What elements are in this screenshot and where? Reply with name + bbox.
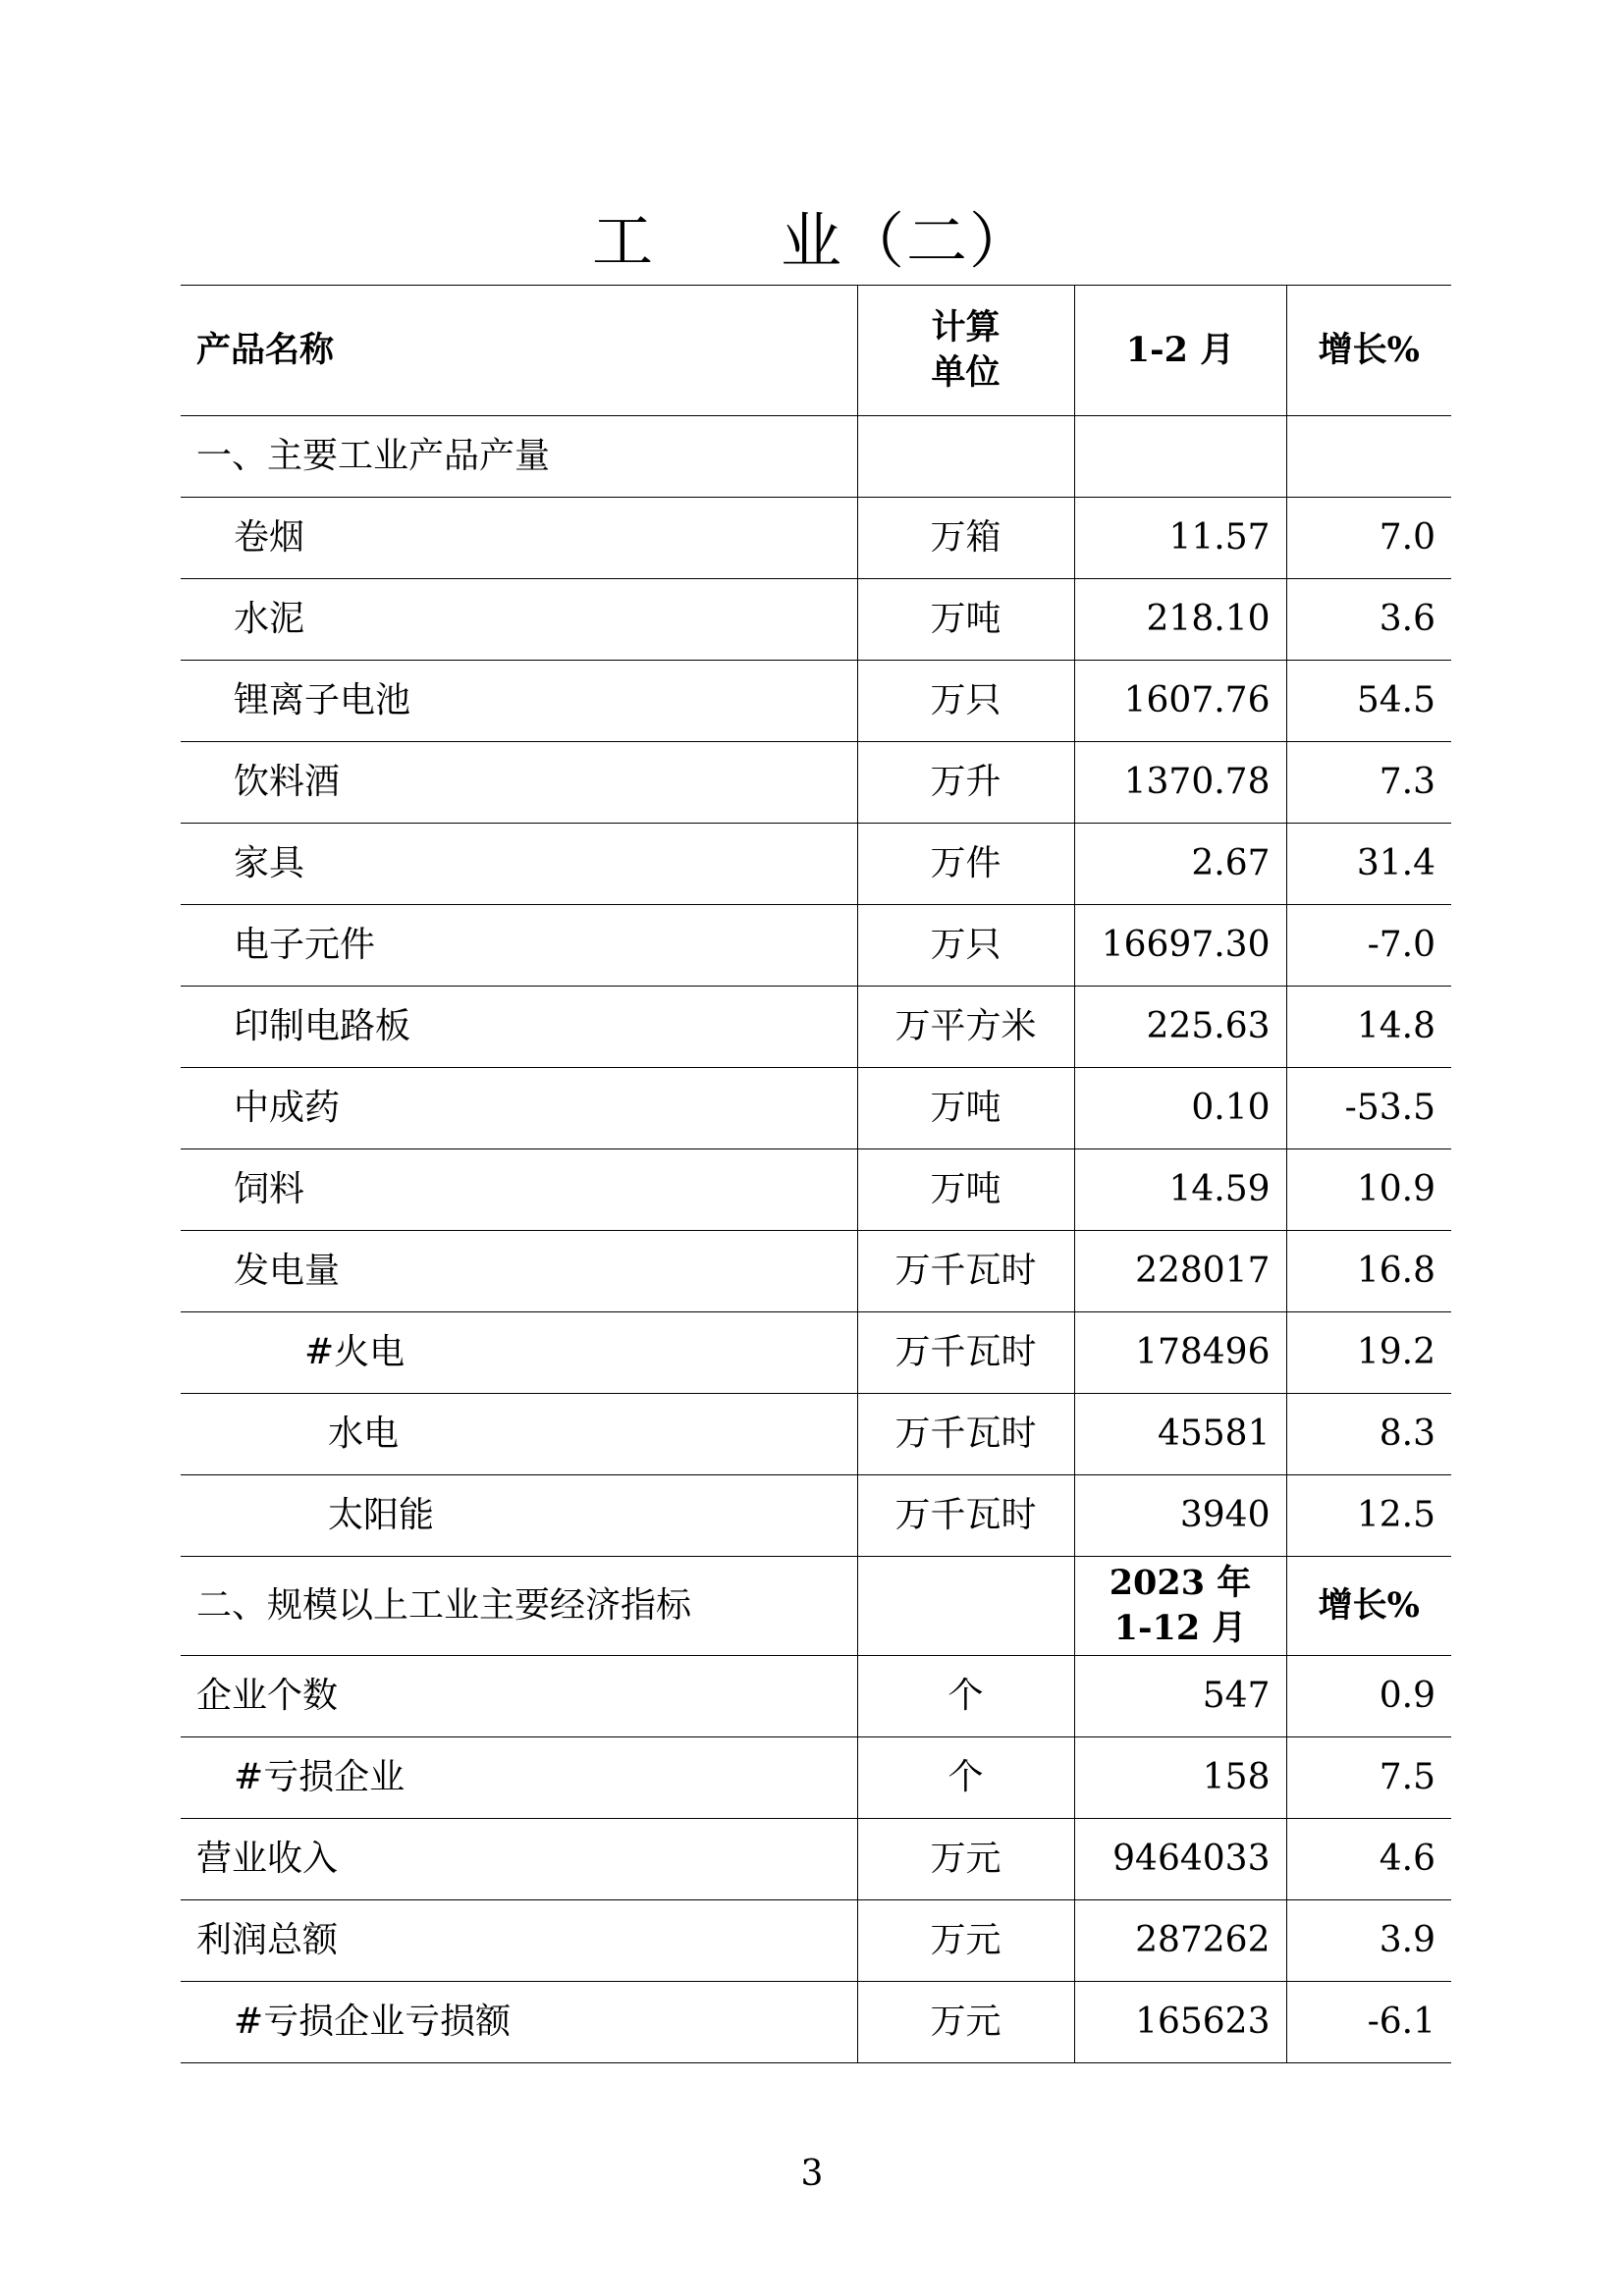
row-name: 水电 xyxy=(181,1394,857,1475)
row-name: #火电 xyxy=(181,1312,857,1394)
header-period: 1-2 月 xyxy=(1074,286,1286,416)
section2-header-row xyxy=(181,1557,1451,1656)
row-unit: 万千瓦时 xyxy=(857,1231,1074,1312)
table-row xyxy=(181,661,1451,742)
table-row xyxy=(181,579,1451,661)
row-name: 利润总额 xyxy=(181,1900,857,1982)
row-name: 水泥 xyxy=(181,579,857,661)
row-growth: 14.8 xyxy=(1286,987,1451,1068)
row-growth: 31.4 xyxy=(1286,824,1451,905)
header-growth: 增长% xyxy=(1286,286,1451,416)
row-unit: 万升 xyxy=(857,742,1074,824)
row-value: 287262 xyxy=(1074,1900,1286,1982)
row-value: 218.10 xyxy=(1074,579,1286,661)
row-value: 2.67 xyxy=(1074,824,1286,905)
row-name: 营业收入 xyxy=(181,1819,857,1900)
table-row xyxy=(181,498,1451,579)
table-row xyxy=(181,742,1451,824)
section1-title: 一、主要工业产品产量 xyxy=(181,416,857,498)
header-product-name: 产品名称 xyxy=(181,286,857,416)
row-growth: 54.5 xyxy=(1286,661,1451,742)
table-row xyxy=(181,1737,1451,1819)
row-growth: 3.6 xyxy=(1286,579,1451,661)
table-row xyxy=(181,1900,1451,1982)
row-growth: 16.8 xyxy=(1286,1231,1451,1312)
row-unit: 万平方米 xyxy=(857,987,1074,1068)
row-name: 电子元件 xyxy=(181,905,857,987)
row-growth: 4.6 xyxy=(1286,1819,1451,1900)
row-growth: 8.3 xyxy=(1286,1394,1451,1475)
row-growth: 0.9 xyxy=(1286,1656,1451,1737)
row-value: 16697.30 xyxy=(1074,905,1286,987)
table-row xyxy=(181,824,1451,905)
table-row xyxy=(181,1819,1451,1900)
row-growth: 19.2 xyxy=(1286,1312,1451,1394)
row-name: 发电量 xyxy=(181,1231,857,1312)
section2-period xyxy=(1074,1557,1286,1656)
table-row xyxy=(181,1475,1451,1557)
page-number: 3 xyxy=(800,2154,824,2194)
row-unit: 万元 xyxy=(857,1819,1074,1900)
row-name: 太阳能 xyxy=(181,1475,857,1557)
row-unit: 个 xyxy=(857,1656,1074,1737)
row-value: 45581 xyxy=(1074,1394,1286,1475)
industry-stats-table xyxy=(181,285,1451,2063)
row-growth: 7.5 xyxy=(1286,1737,1451,1819)
header-unit-line2: 单位 xyxy=(931,352,1001,393)
row-unit: 万只 xyxy=(857,905,1074,987)
row-value: 228017 xyxy=(1074,1231,1286,1312)
row-value: 547 xyxy=(1074,1656,1286,1737)
row-name: 饮料酒 xyxy=(181,742,857,824)
row-growth: 7.0 xyxy=(1286,498,1451,579)
row-unit: 万吨 xyxy=(857,1068,1074,1149)
table-row xyxy=(181,987,1451,1068)
row-name: #亏损企业亏损额 xyxy=(181,1982,857,2063)
row-unit: 万箱 xyxy=(857,498,1074,579)
row-growth: -7.0 xyxy=(1286,905,1451,987)
row-value: 178496 xyxy=(1074,1312,1286,1394)
table-row xyxy=(181,1982,1451,2063)
row-value: 225.63 xyxy=(1074,987,1286,1068)
row-name: 家具 xyxy=(181,824,857,905)
table-row xyxy=(181,1149,1451,1231)
row-unit: 万吨 xyxy=(857,1149,1074,1231)
table-row xyxy=(181,1068,1451,1149)
row-unit: 万千瓦时 xyxy=(857,1312,1074,1394)
row-value: 165623 xyxy=(1074,1982,1286,2063)
row-name: 企业个数 xyxy=(181,1656,857,1737)
row-value: 1370.78 xyxy=(1074,742,1286,824)
header-unit-line1: 计算 xyxy=(931,307,1001,347)
section2-period-line2: 1-12 月 xyxy=(1113,1608,1247,1648)
row-value: 1607.76 xyxy=(1074,661,1286,742)
row-name: 卷烟 xyxy=(181,498,857,579)
row-value: 158 xyxy=(1074,1737,1286,1819)
table-row xyxy=(181,1231,1451,1312)
row-value: 11.57 xyxy=(1074,498,1286,579)
row-growth: 3.9 xyxy=(1286,1900,1451,1982)
row-growth: 12.5 xyxy=(1286,1475,1451,1557)
row-growth: 7.3 xyxy=(1286,742,1451,824)
row-unit: 万元 xyxy=(857,1900,1074,1982)
row-name: 中成药 xyxy=(181,1068,857,1149)
row-name: 印制电路板 xyxy=(181,987,857,1068)
row-unit: 万件 xyxy=(857,824,1074,905)
row-unit: 万千瓦时 xyxy=(857,1394,1074,1475)
row-value: 0.10 xyxy=(1074,1068,1286,1149)
header-unit xyxy=(857,286,1074,416)
row-value: 9464033 xyxy=(1074,1819,1286,1900)
table-row xyxy=(181,905,1451,987)
row-name: 饲料 xyxy=(181,1149,857,1231)
table-header-row xyxy=(181,286,1451,416)
row-growth: -53.5 xyxy=(1286,1068,1451,1149)
table-row xyxy=(181,1312,1451,1394)
row-growth: -6.1 xyxy=(1286,1982,1451,2063)
page-title: 工 业（二） xyxy=(591,205,1032,277)
row-unit: 个 xyxy=(857,1737,1074,1819)
table-row xyxy=(181,1656,1451,1737)
section2-title: 二、规模以上工业主要经济指标 xyxy=(181,1557,857,1656)
section1-title-row xyxy=(181,416,1451,498)
row-name: 锂离子电池 xyxy=(181,661,857,742)
row-name: #亏损企业 xyxy=(181,1737,857,1819)
row-unit: 万吨 xyxy=(857,579,1074,661)
section2-growth-header: 增长% xyxy=(1286,1557,1451,1656)
section2-period-line1: 2023 年 xyxy=(1109,1563,1252,1603)
row-unit: 万只 xyxy=(857,661,1074,742)
row-unit: 万千瓦时 xyxy=(857,1475,1074,1557)
table-row xyxy=(181,1394,1451,1475)
row-growth: 10.9 xyxy=(1286,1149,1451,1231)
row-value: 3940 xyxy=(1074,1475,1286,1557)
row-value: 14.59 xyxy=(1074,1149,1286,1231)
row-unit: 万元 xyxy=(857,1982,1074,2063)
